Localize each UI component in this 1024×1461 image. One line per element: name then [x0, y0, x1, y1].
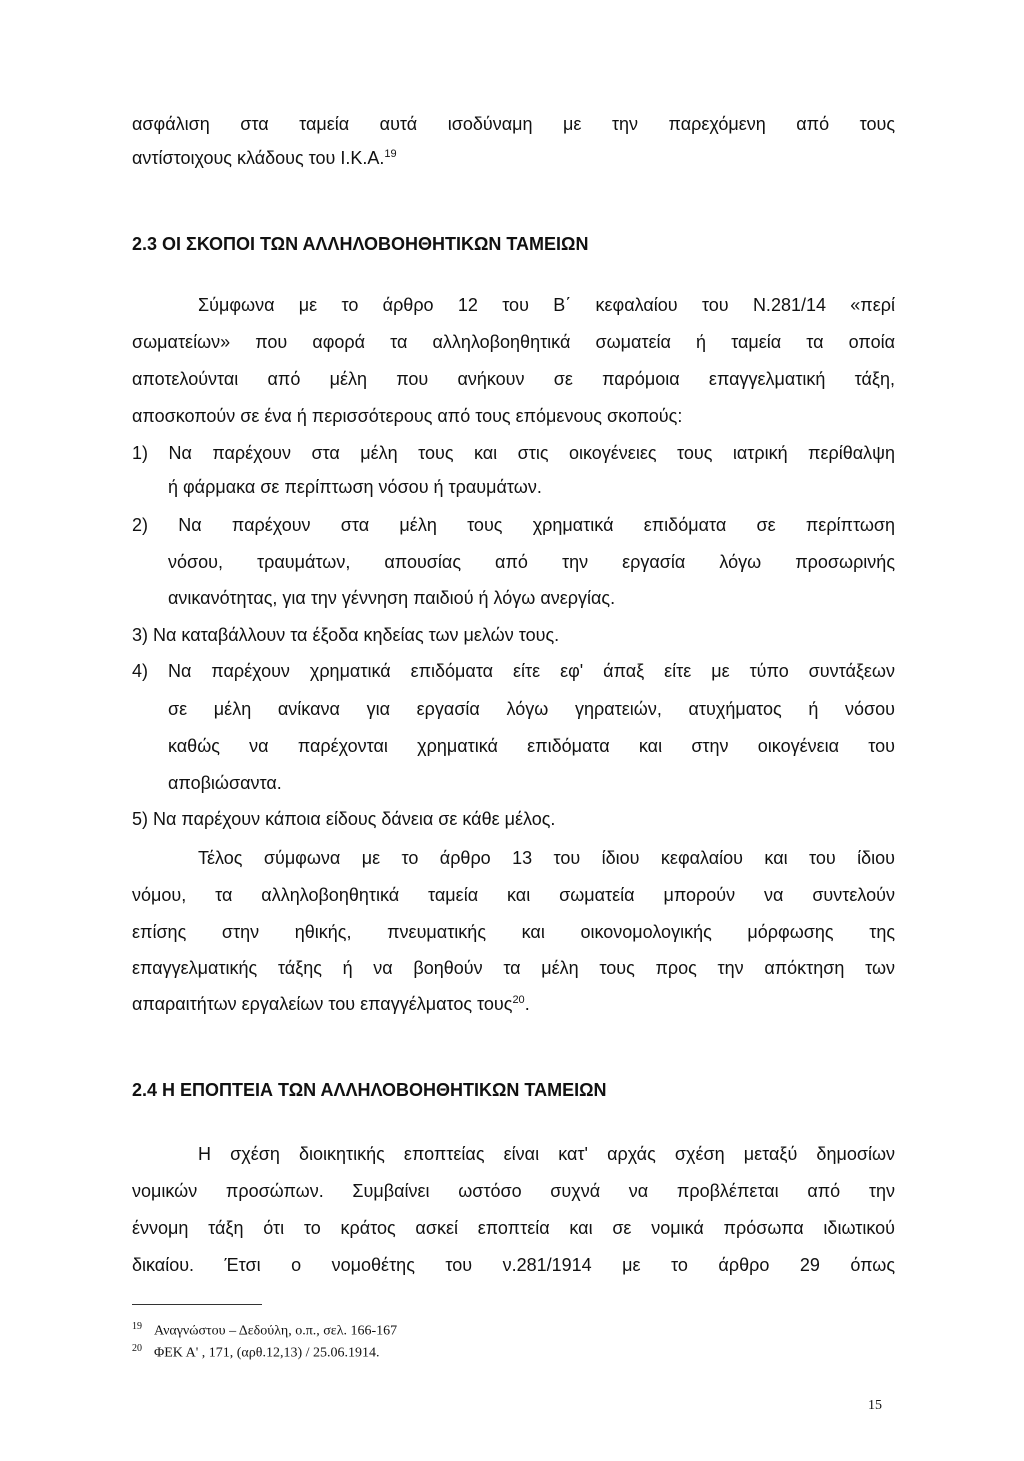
list-item: 2) Να παρέχουν στα μέλη τους χρηματικά επιδόματα σε περίπτωση [132, 515, 895, 535]
body-text-line [132, 992, 895, 1016]
body-text-line: Η σχέση διοικητικής εποπτείας είναι κατ' αρχάς σχέση μεταξύ δημοσίων [198, 1144, 895, 1164]
list-item-continuation: ή φάρμακα σε περίπτωση νόσου ή τραυμάτων. [168, 477, 542, 497]
footnote [132, 1318, 397, 1341]
body-text-line: επαγγελματικής τάξης ή να βοηθούν τα μέλη τους προς την απόκτηση των [132, 958, 895, 978]
body-text-line: αποσκοπούν σε ένα ή περισσότερους από τους επόμενους σκοπούς: [132, 406, 683, 426]
body-text-line: ασφάλιση στα ταμεία αυτά ισοδύναμη με την παρεχόμενη από τους [132, 114, 895, 134]
body-text-line: δικαίου. Έτσι ο νομοθέτης του ν.281/1914 με το άρθρο 29 όπως [132, 1255, 895, 1275]
list-item-continuation: ανικανότητας, για την γέννηση παιδιού ή λόγω ανεργίας. [168, 588, 616, 608]
body-text-line: Τέλος σύμφωνα με το άρθρο 13 του ίδιου κεφαλαίου και του ίδιου [198, 848, 895, 868]
section-heading-2-3: 2.3 ΟΙ ΣΚΟΠΟΙ ΤΩΝ ΑΛΛΗΛΟΒΟΗΘΗΤΙΚΩΝ ΤΑΜΕΙΩΝ [132, 234, 589, 254]
body-text-line: αποτελούνται από μέλη που ανήκουν σε παρόμοια επαγγελματική τάξη, [132, 369, 895, 389]
footnote-number: 19 [132, 1321, 142, 1332]
footnote-text: ΦΕΚ Α' , 171, (αρθ.12,13) / 25.06.1914. [154, 1345, 380, 1361]
list-item: 4) Να παρέχουν χρηματικά επιδόματα είτε εφ' άπαξ είτε με τύπο συντάξεων [132, 661, 895, 681]
body-text-line: επίσης στην ηθικής, πνευματικής και οικονομολογικής μόρφωσης της [132, 922, 895, 942]
list-item: 1) Να παρέχουν στα μέλη τους και στις οικογένειες τους ιατρική περίθαλψη [132, 443, 895, 463]
footnote-text: Αναγνώστου – Δεδούλη, ο.π., σελ. 166-167 [154, 1323, 398, 1339]
list-item-continuation: νόσου, τραυμάτων, απουσίας από την εργασία λόγω προσωρινής [168, 552, 895, 572]
body-text-line: νόμου, τα αλληλοβοηθητικά ταμεία και σωματεία μπορούν να συντελούν [132, 885, 895, 905]
footnote-ref-20: 20 [512, 994, 525, 1006]
list-item-continuation: σε μέλη ανίκανα για εργασία λόγω γηρατειών, ατυχήματος ή νόσου [168, 699, 895, 719]
list-item: 5) Να παρέχουν κάποια είδους δάνεια σε κάθε μέλος. [132, 809, 556, 829]
body-text-fragment: . [524, 994, 530, 1014]
body-text-line: έννομη τάξη ότι το κράτος ασκεί εποπτεία και σε νομικά πρόσωπα ιδιωτικού [132, 1218, 895, 1238]
body-text-fragment: απαραιτήτων εργαλείων του επαγγέλματος τους [132, 994, 513, 1014]
section-heading-2-4: 2.4 Η ΕΠΟΠΤΕΙΑ ΤΩΝ ΑΛΛΗΛΟΒΟΗΘΗΤΙΚΩΝ ΤΑΜΕΙΩΝ [132, 1080, 607, 1100]
body-text-line [132, 146, 895, 170]
footnote-ref-19: 19 [384, 148, 397, 160]
footnote-number: 20 [132, 1343, 142, 1354]
footnote [132, 1340, 380, 1363]
body-text-line: Σύμφωνα με το άρθρο 12 του Β΄ κεφαλαίου του Ν.281/14 «περί [198, 295, 895, 315]
body-text-line: νομικών προσώπων. Συμβαίνει ωστόσο συχνά να προβλέπεται από την [132, 1181, 895, 1201]
list-item-continuation: καθώς να παρέχονται χρηματικά επιδόματα και στην οικογένεια του [168, 736, 895, 756]
footnote-separator [132, 1304, 262, 1305]
list-item: 3) Να καταβάλλουν τα έξοδα κηδείας των μελών τους. [132, 625, 560, 645]
list-item-continuation: αποβιώσαντα. [168, 773, 282, 793]
body-text-line: σωματείων» που αφορά τα αλληλοβοηθητικά σωματεία ή ταμεία τα οποία [132, 332, 895, 352]
page-number: 15 [868, 1398, 882, 1413]
body-text-fragment: αντίστοιχους κλάδους του Ι.Κ.Α. [132, 148, 385, 168]
